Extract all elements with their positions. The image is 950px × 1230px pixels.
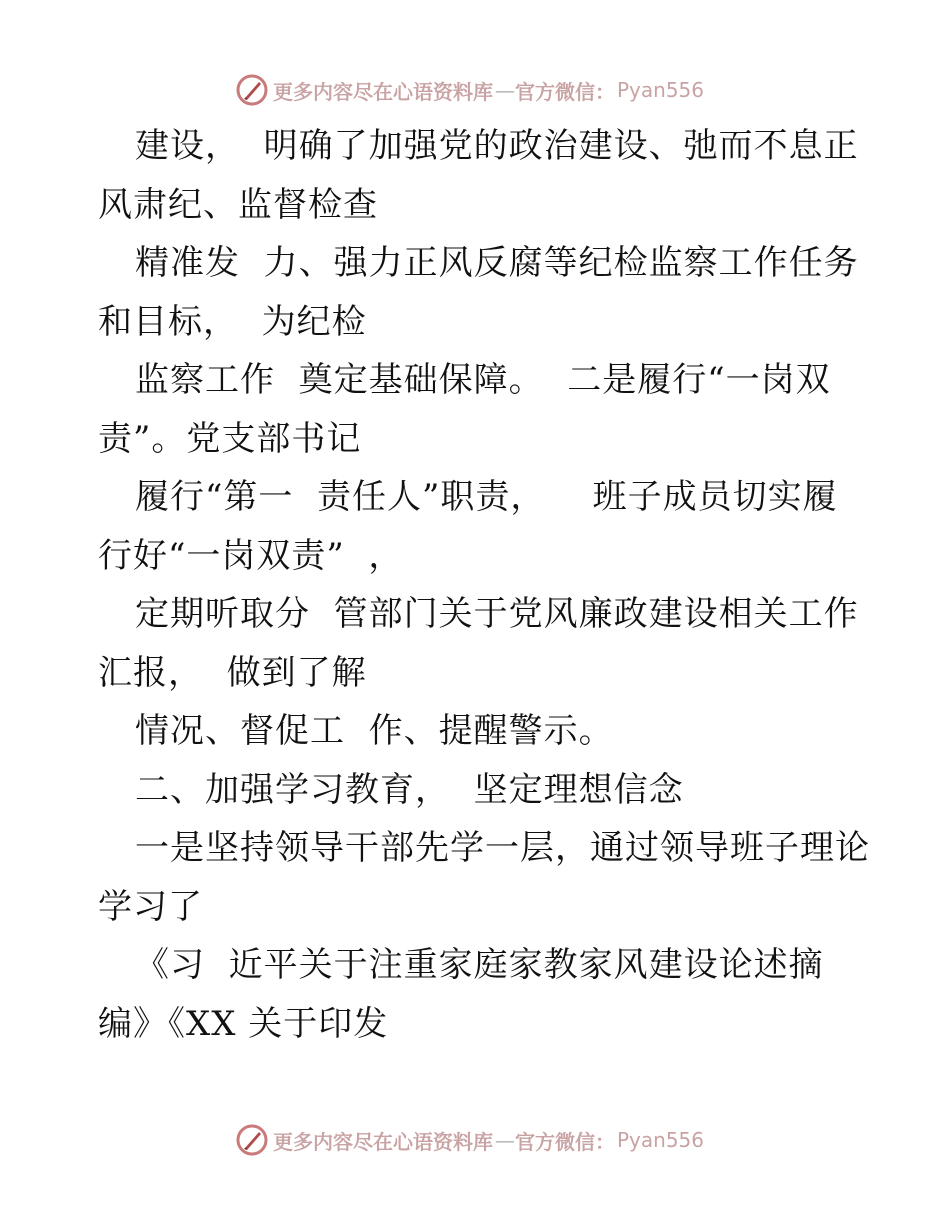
footer-watermark [235,1122,704,1158]
header-watermark [235,72,704,108]
text-line: 建设， 明确了加强党的政治建设、弛而不息正 [135,126,859,166]
section-heading: 二、加强学习教育， 坚定理想信念 [135,769,684,810]
text-line: 学习了 [98,886,203,927]
watermark-separator: — [495,78,515,102]
text-line: 情况、督促工 作、提醒警示。 [135,711,614,751]
text-line: 精准发 力、强力正风反腐等纪检监察工作任务 [135,243,859,283]
text-line: 责”。党支部书记 [98,418,362,459]
text-line: 汇报， 做到了解 [98,652,367,693]
text-line: 编》《XX 关于印发 [98,1003,389,1044]
text-line: 风肃纪、监督检查 [98,184,378,225]
watermark-wechat-label: 官方微信： [515,79,615,104]
quill-pen-icon [235,1123,269,1157]
text-line: 监察工作 奠定基础保障。 二是履行“一岗双 [135,360,831,400]
text-line: 《习 近平关于注重家庭家教家风建设论述摘 [135,945,824,985]
text-line: 一是坚持领导干部先学一层，通过领导班子理论 [135,828,870,868]
text-line: 履行“第一 责任人”职责， 班子成员切实履 [135,477,838,517]
text-line: 行好“一岗双责” ， [98,535,404,576]
text-line: 和目标， 为纪检 [98,301,367,342]
text-line: 定期听取分 管部门关于党风廉政建设相关工作 [135,594,859,634]
watermark-text: 更多内容尽在心语资料库 [273,79,493,104]
watermark-wechat-id: Pyan556 [617,1128,705,1152]
document-body [98,117,878,1053]
watermark-text: 更多内容尽在心语资料库 [273,1129,493,1154]
watermark-separator: — [495,1128,515,1152]
quill-pen-icon [235,73,269,107]
watermark-wechat-label: 官方微信： [515,1129,615,1154]
watermark-wechat-id: Pyan556 [617,78,705,102]
